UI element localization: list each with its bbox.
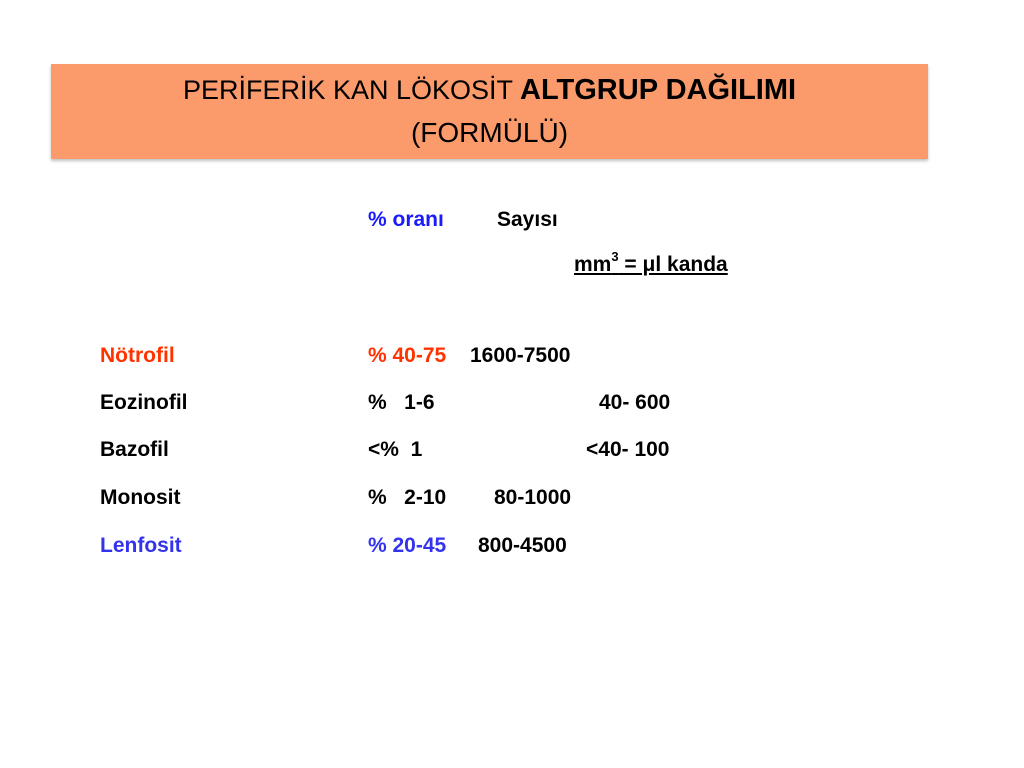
row-percent-eozinofil: % 1-6 [368,391,435,414]
count-column-header: Sayısı [497,208,558,231]
row-percent-lenfosit: % 20-45 [368,534,447,557]
row-count-monosit: 80-1000 [494,486,572,509]
row-name-bazofil: Bazofil [100,438,169,461]
unit-label [574,249,728,278]
percent-column-header: % oranı [368,208,444,231]
title-part-b: ALTGRUP DAĞILIMI [520,74,797,106]
row-percent-bazofil: <% 1 [368,438,423,461]
row-name-eozinofil: Eozinofil [100,391,188,414]
title-line-1 [51,72,928,108]
row-name-notrofil: Nötrofil [100,344,175,367]
row-percent-monosit: % 2-10 [368,486,447,509]
unit-post: = μl kanda [618,253,728,276]
row-name-lenfosit: Lenfosit [100,534,182,557]
row-count-eozinofil: 40- 600 [599,391,671,414]
row-count-notrofil: 1600-7500 [470,344,571,367]
title-banner [51,64,928,159]
unit-pre: mm [574,253,612,276]
row-percent-notrofil: % 40-75 [368,344,447,367]
title-part-a: PERİFERİK KAN LÖKOSİT [182,75,521,105]
title-line-2: (FORMÜLÜ) [410,117,569,148]
unit-sup: 3 [611,249,619,264]
row-count-lenfosit: 800-4500 [478,534,567,557]
row-count-bazofil: <40- 100 [586,438,670,461]
row-name-monosit: Monosit [100,486,181,509]
